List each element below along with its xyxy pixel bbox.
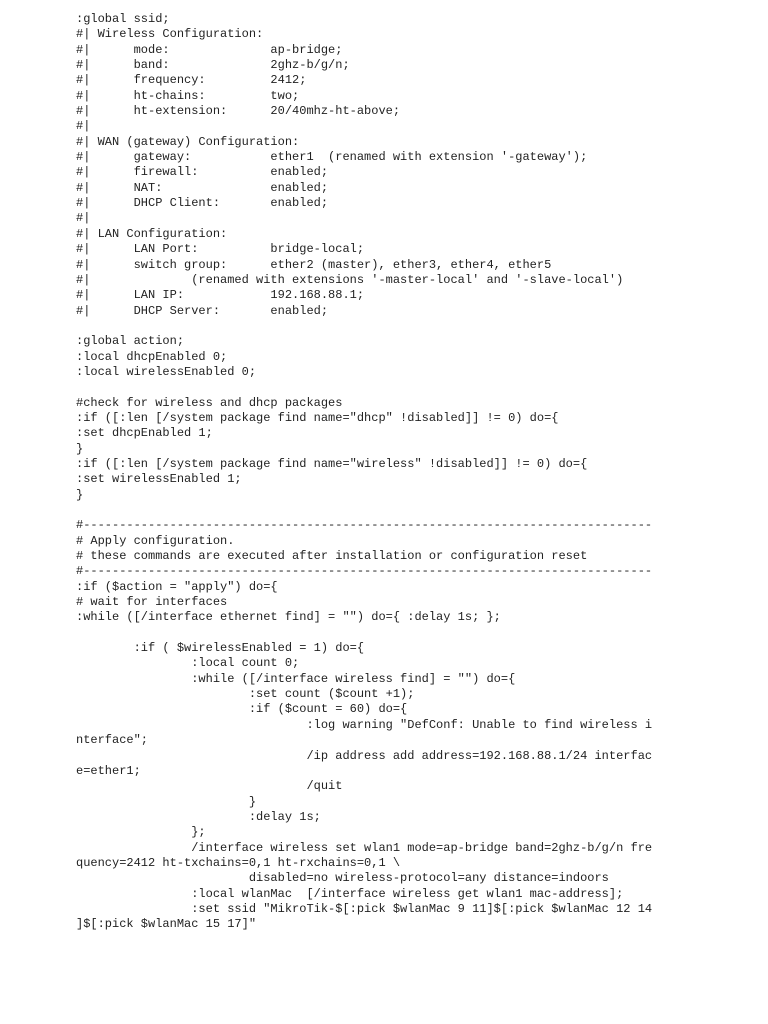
- script-document: [76, 12, 676, 933]
- code-line: #| switch group: ether2 (master), ether3, ether4, ether5: [76, 257, 552, 272]
- code-line: :while ([/interface ethernet find] = "") do={ :delay 1s; };: [76, 610, 501, 625]
- code-line: };: [76, 825, 206, 840]
- code-line: :local count 0;: [76, 656, 300, 671]
- code-line: [76, 503, 676, 518]
- code-line: :if ([:len [/system package find name="wireless" !disabled]] != 0) do={: [76, 456, 588, 471]
- code-line: :local dhcpEnabled 0;: [76, 349, 228, 364]
- code-line: #| firewall: enabled;: [76, 165, 329, 180]
- code-line: :set dhcpEnabled 1;: [76, 426, 213, 441]
- code-line: :local wirelessEnabled 0;: [76, 364, 257, 379]
- code-line: #| LAN Port: bridge-local;: [76, 242, 365, 257]
- code-line: #| gateway: ether1 (renamed with extension '-gateway');: [76, 150, 588, 165]
- code-line: /quit: [76, 779, 343, 794]
- code-line: #| band: 2ghz-b/g/n;: [76, 58, 350, 73]
- code-line: :global action;: [76, 334, 185, 349]
- code-line: #|: [76, 119, 91, 134]
- code-line: [76, 319, 676, 334]
- code-line: :if ( $wirelessEnabled = 1) do={: [76, 641, 365, 656]
- code-line: #-------------------------------------------------------------------------------: [76, 564, 653, 579]
- code-line: ]$[:pick $wlanMac 15 17]": [76, 917, 257, 932]
- code-line: :if ($action = "apply") do={: [76, 579, 278, 594]
- code-line: nterface";: [76, 733, 149, 748]
- code-line: #-------------------------------------------------------------------------------: [76, 518, 653, 533]
- code-line: :set ssid "MikroTik-$[:pick $wlanMac 9 11]$[:pick $wlanMac 12 14: [76, 901, 653, 916]
- code-line: quency=2412 ht-txchains=0,1 ht-rxchains=0,1 \: [76, 855, 401, 870]
- code-line: :while ([/interface wireless find] = "") do={: [76, 671, 516, 686]
- code-line: :set count ($count +1);: [76, 687, 415, 702]
- code-line: #| LAN IP: 192.168.88.1;: [76, 288, 365, 303]
- code-line: disabled=no wireless-protocol=any distance=indoors: [76, 871, 609, 886]
- code-line: :set wirelessEnabled 1;: [76, 472, 242, 487]
- code-line: }: [76, 441, 84, 456]
- code-line: [76, 380, 676, 395]
- code-line: :log warning "DefConf: Unable to find wireless i: [76, 717, 653, 732]
- code-line: # Apply configuration.: [76, 533, 235, 548]
- code-line: #| (renamed with extensions '-master-local' and '-slave-local'): [76, 272, 624, 287]
- code-line: /interface wireless set wlan1 mode=ap-bridge band=2ghz-b/g/n fre: [76, 840, 653, 855]
- code-line: #| DHCP Server: enabled;: [76, 303, 329, 318]
- code-line: #| NAT: enabled;: [76, 180, 329, 195]
- code-line: }: [76, 487, 84, 502]
- code-line: # these commands are executed after installation or configuration reset: [76, 549, 588, 564]
- code-line: :global ssid;: [76, 12, 170, 26]
- code-line: # wait for interfaces: [76, 595, 228, 610]
- code-line: }: [76, 794, 257, 809]
- code-line: #| WAN (gateway) Configuration:: [76, 134, 300, 149]
- code-line: #| Wireless Configuration:: [76, 27, 264, 42]
- code-line: :if ($count = 60) do={: [76, 702, 408, 717]
- code-line: :if ([:len [/system package find name="dhcp" !disabled]] != 0) do={: [76, 410, 559, 425]
- code-line: #| ht-extension: 20/40mhz-ht-above;: [76, 104, 401, 119]
- code-line: :local wlanMac [/interface wireless get wlan1 mac-address];: [76, 886, 624, 901]
- code-line: [76, 626, 676, 641]
- code-line: #| LAN Configuration:: [76, 226, 228, 241]
- code-line: :delay 1s;: [76, 809, 321, 824]
- code-line: #check for wireless and dhcp packages: [76, 395, 343, 410]
- code-line: #|: [76, 211, 91, 226]
- code-line: #| mode: ap-bridge;: [76, 42, 343, 57]
- code-line: #| ht-chains: two;: [76, 88, 300, 103]
- code-line: /ip address add address=192.168.88.1/24 interfac: [76, 748, 653, 763]
- code-line: #| frequency: 2412;: [76, 73, 307, 88]
- code-line: e=ether1;: [76, 763, 141, 778]
- code-line: #| DHCP Client: enabled;: [76, 196, 329, 211]
